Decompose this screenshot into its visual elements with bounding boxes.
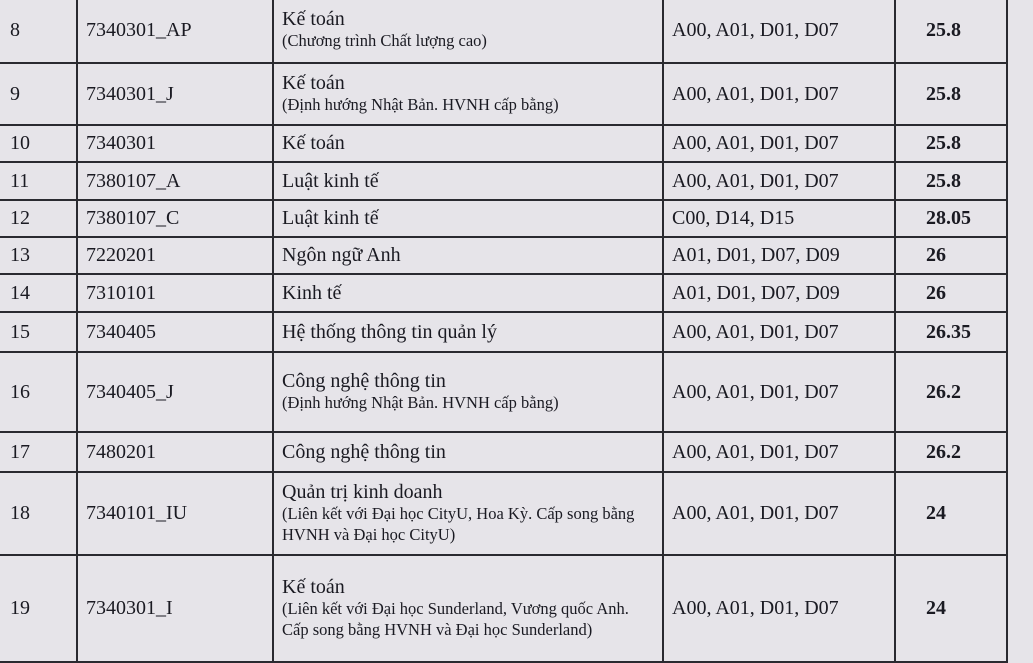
subject-combinations: A01, D01, D07, D09	[663, 237, 895, 274]
subject-combinations: A00, A01, D01, D07	[663, 352, 895, 432]
program-code: 7340405	[77, 312, 273, 352]
program-note: (Định hướng Nhật Bản. HVNH cấp bằng)	[282, 393, 559, 413]
program-name	[273, 472, 663, 555]
cutoff-score: 26.2	[895, 432, 1007, 472]
program-name	[273, 0, 663, 63]
program-title: Kế toán	[282, 576, 345, 599]
program-title: Công nghệ thông tin	[282, 370, 446, 393]
program-title: Công nghệ thông tin	[282, 440, 446, 463]
cutoff-score: 24	[895, 472, 1007, 555]
table-row	[0, 237, 1007, 274]
cutoff-score: 25.8	[895, 125, 1007, 162]
program-title: Kế toán	[282, 72, 345, 95]
table-row	[0, 432, 1007, 472]
cutoff-score: 28.05	[895, 200, 1007, 237]
table-row	[0, 0, 1007, 63]
program-name	[273, 63, 663, 125]
program-code: 7310101	[77, 274, 273, 312]
row-number: 17	[0, 432, 77, 472]
program-title: Luật kinh tế	[282, 207, 379, 229]
cutoff-score: 24	[895, 555, 1007, 662]
program-name	[273, 274, 663, 312]
program-code: 7220201	[77, 237, 273, 274]
cutoff-score: 25.8	[895, 63, 1007, 125]
row-number: 16	[0, 352, 77, 432]
program-name	[273, 312, 663, 352]
program-code: 7340101_IU	[77, 472, 273, 555]
subject-combinations: C00, D14, D15	[663, 200, 895, 237]
program-code: 7340301	[77, 125, 273, 162]
program-code: 7380107_C	[77, 200, 273, 237]
table-row	[0, 200, 1007, 237]
table-row	[0, 162, 1007, 200]
program-title: Ngôn ngữ Anh	[282, 244, 401, 266]
row-number: 10	[0, 125, 77, 162]
program-code: 7380107_A	[77, 162, 273, 200]
subject-combinations: A00, A01, D01, D07	[663, 125, 895, 162]
cutoff-score: 26.2	[895, 352, 1007, 432]
cutoff-score: 25.8	[895, 0, 1007, 63]
program-code: 7340301_I	[77, 555, 273, 662]
row-number: 8	[0, 0, 77, 63]
program-title: Kế toán	[282, 8, 345, 31]
subject-combinations: A00, A01, D01, D07	[663, 312, 895, 352]
program-note: (Chương trình Chất lượng cao)	[282, 31, 487, 51]
row-number: 19	[0, 555, 77, 662]
row-number: 18	[0, 472, 77, 555]
program-name	[273, 432, 663, 472]
program-title: Kinh tế	[282, 281, 342, 304]
program-name	[273, 352, 663, 432]
program-note: (Liên kết với Đại học CityU, Hoa Kỳ. Cấp song bằng HVNH và Đại học CityU)	[282, 504, 635, 544]
program-name	[273, 125, 663, 162]
subject-combinations: A00, A01, D01, D07	[663, 555, 895, 662]
program-note: (Liên kết với Đại học Sunderland, Vương quốc Anh. Cấp song bằng HVNH và Đại học Sunderland)	[282, 599, 629, 639]
row-number: 11	[0, 162, 77, 200]
table-row	[0, 352, 1007, 432]
table-row	[0, 555, 1007, 662]
program-name	[273, 200, 663, 237]
cutoff-score: 26	[895, 274, 1007, 312]
cutoff-score: 25.8	[895, 162, 1007, 200]
subject-combinations: A00, A01, D01, D07	[663, 63, 895, 125]
program-note: (Định hướng Nhật Bản. HVNH cấp bằng)	[282, 95, 559, 115]
cutoff-score: 26.35	[895, 312, 1007, 352]
program-code: 7340405_J	[77, 352, 273, 432]
program-title: Luật kinh tế	[282, 169, 379, 192]
subject-combinations: A00, A01, D01, D07	[663, 472, 895, 555]
program-name	[273, 237, 663, 274]
program-code: 7340301_AP	[77, 0, 273, 63]
program-title: Quản trị kinh doanh	[282, 481, 443, 504]
program-title: Kế toán	[282, 132, 345, 154]
program-name	[273, 555, 663, 662]
subject-combinations: A00, A01, D01, D07	[663, 432, 895, 472]
program-code: 7340301_J	[77, 63, 273, 125]
row-number: 15	[0, 312, 77, 352]
cutoff-score: 26	[895, 237, 1007, 274]
subject-combinations: A00, A01, D01, D07	[663, 0, 895, 63]
program-name	[273, 162, 663, 200]
program-code: 7480201	[77, 432, 273, 472]
table-row	[0, 472, 1007, 555]
table-row	[0, 63, 1007, 125]
table-row	[0, 312, 1007, 352]
row-number: 13	[0, 237, 77, 274]
subject-combinations: A00, A01, D01, D07	[663, 162, 895, 200]
table-row	[0, 125, 1007, 162]
program-title: Hệ thống thông tin quản lý	[282, 320, 497, 343]
row-number: 14	[0, 274, 77, 312]
row-number: 12	[0, 200, 77, 237]
row-number: 9	[0, 63, 77, 125]
table-row	[0, 274, 1007, 312]
subject-combinations: A01, D01, D07, D09	[663, 274, 895, 312]
